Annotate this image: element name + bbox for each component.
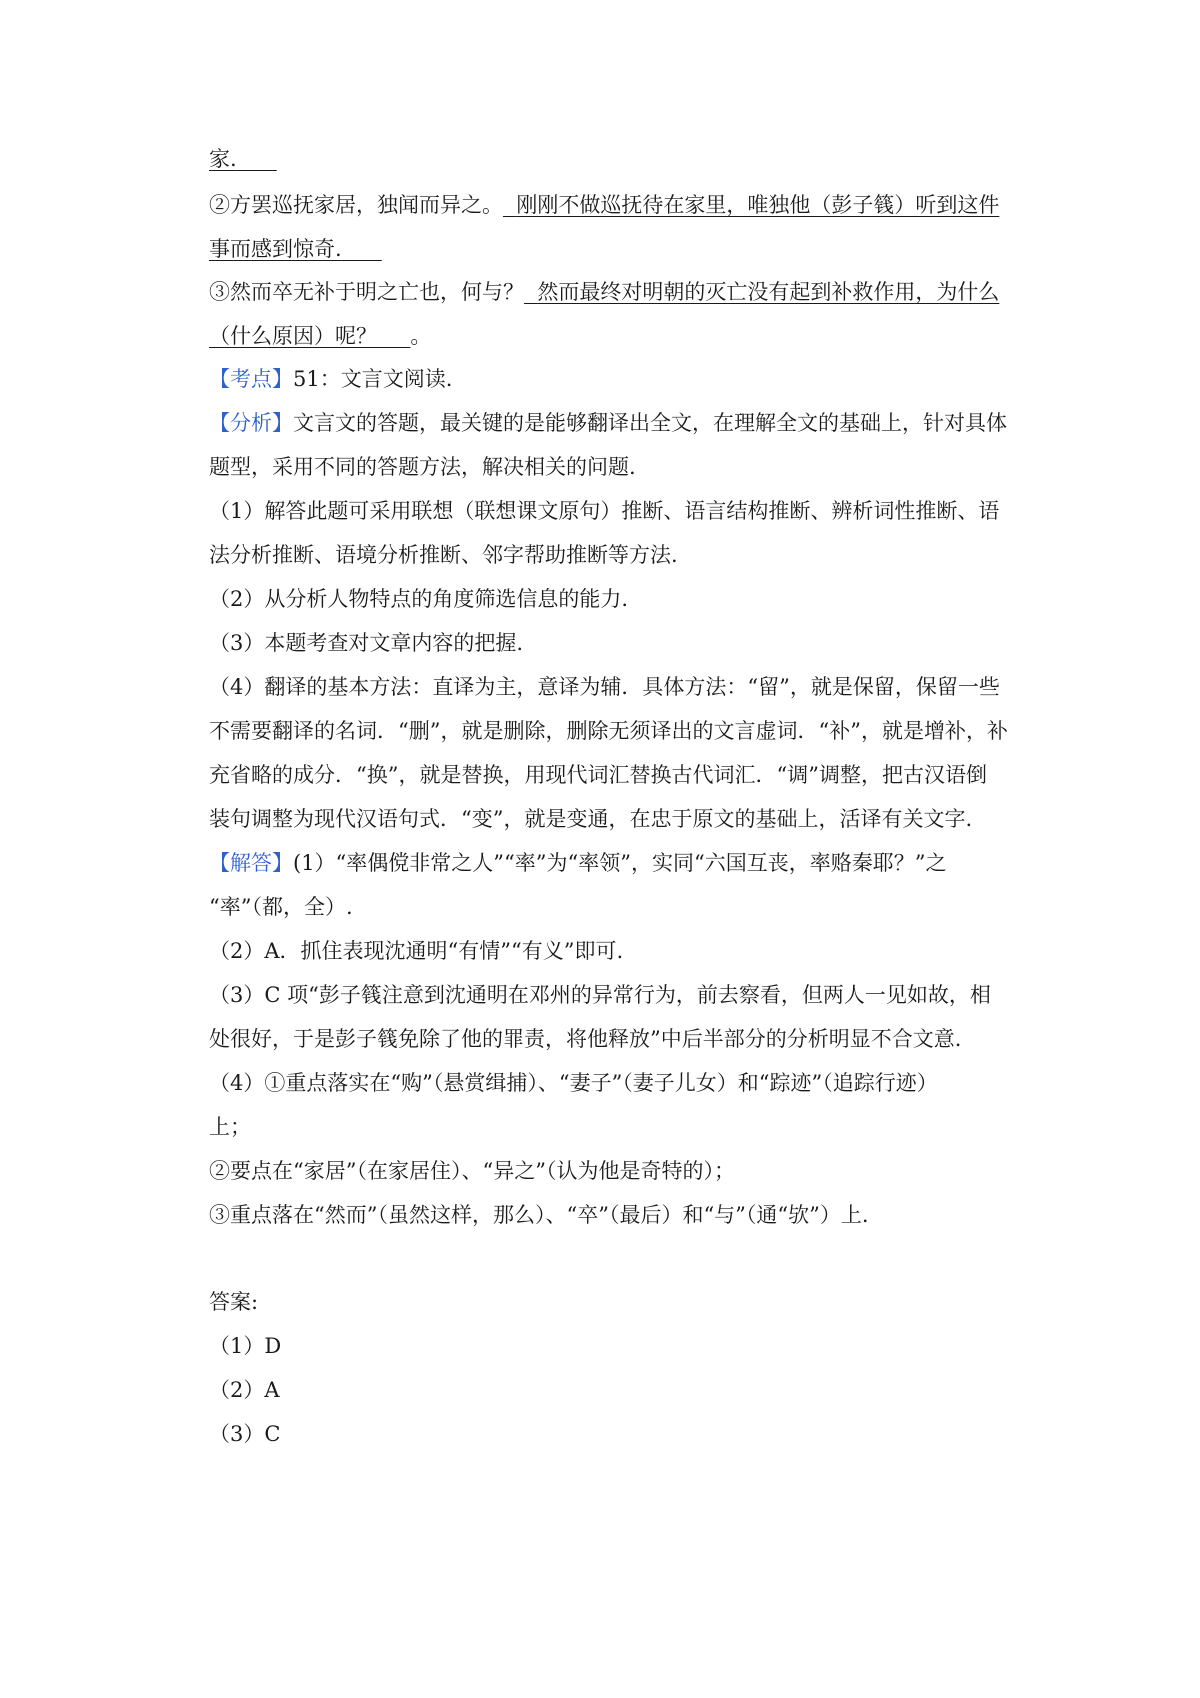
fenxi-line: 【分析】文言文的答题，最关键的是能够翻译出全文，在理解全文的基础上，针对具体: [209, 411, 1007, 435]
text-line: （4）翻译的基本方法：直译为主，意译为辅．具体方法：“留”，就是保留，保留一些: [209, 675, 1000, 699]
text-line: （1）解答此题可采用联想（联想课文原句）推断、语言结构推断、辨析词性推断、语: [209, 499, 1000, 523]
kaodian-line: 【考点】51：文言文阅读.: [209, 367, 453, 391]
question-sentence: ③然而卒无补于明之亡也，何与？: [209, 280, 524, 304]
text-line: （什么原因）呢？ 。: [209, 324, 432, 348]
kaodian-tag: 【考点】: [209, 367, 293, 391]
text-line: ②要点在“家居”（在家居住）、“异之”（认为他是奇特的）；: [209, 1159, 735, 1183]
text-line: [209, 234, 1021, 264]
answer-item: （3）C: [209, 1422, 281, 1446]
text-line: 题型，采用不同的答题方法，解决相关的问题.: [209, 455, 636, 479]
text-line: （3）C 项“彭子篯注意到沈通明在邓州的异常行为，前去察看，但两人一见如故，相: [209, 983, 991, 1007]
translation-answer: 然而最终对明朝的灭亡没有起到补救作用，为什么: [537, 280, 1000, 304]
answer-item: （2）A: [209, 1378, 280, 1402]
text-line: 装句调整为现代汉语句式．“变”，就是变通，在忠于原文的基础上，活译有关文字.: [209, 807, 973, 831]
fenxi-tag: 【分析】: [209, 411, 293, 435]
jieda-tag: 【解答】: [209, 851, 293, 875]
translation-answer: （什么原因）呢？: [209, 324, 377, 348]
translation-answer: 家.: [209, 147, 237, 171]
text-line: 不需要翻译的名词．“删”，就是删除，删除无须译出的文言虚词．“补”，就是增补，补: [209, 719, 1008, 743]
text-line: [209, 277, 1021, 307]
answer-item: （1）D: [209, 1334, 282, 1358]
text-line: [209, 144, 1021, 174]
text-line: 法分析推断、语境分析推断、邻字帮助推断等方法.: [209, 543, 678, 567]
text-line: （4）①重点落实在“购”（悬赏缉捕）、“妻子”（妻子儿女）和“踪迹”（追踪行迹）: [209, 1071, 938, 1095]
text-line: （3）本题考查对文章内容的把握.: [209, 631, 524, 655]
answer-label: 答案:: [209, 1290, 259, 1314]
translation-answer: 刚刚不做巡抚待在家里，唯独他（彭子篯）听到这件: [516, 193, 1000, 217]
question-sentence: ②方罢巡抚家居，独闻而异之。: [209, 193, 503, 217]
text-line: [209, 190, 1021, 220]
text-line: 处很好，于是彭子篯免除了他的罪责，将他释放”中后半部分的分析明显不合文意.: [209, 1027, 962, 1051]
text-line: 上；: [209, 1115, 251, 1139]
text-line: “率”（都，全）.: [209, 895, 353, 919]
text-line: （2）从分析人物特点的角度筛选信息的能力.: [209, 587, 629, 611]
text-line: （2）A．抓住表现沈通明“有情”“有义”即可.: [209, 939, 624, 963]
text-line: ③重点落在“然而”（虽然这样，那么）、“卒”（最后）和“与”（通“欤”）上.: [209, 1203, 869, 1227]
text-line: 充省略的成分．“换”，就是替换，用现代词汇替换古代词汇．“调”调整，把古汉语倒: [209, 763, 987, 787]
jieda-line: 【解答】(1）“率偶傥非常之人”“率”为“率领”，实同“六国互丧，率赂秦耶？”之: [209, 851, 947, 875]
translation-answer: 事而感到惊奇.: [209, 237, 342, 261]
